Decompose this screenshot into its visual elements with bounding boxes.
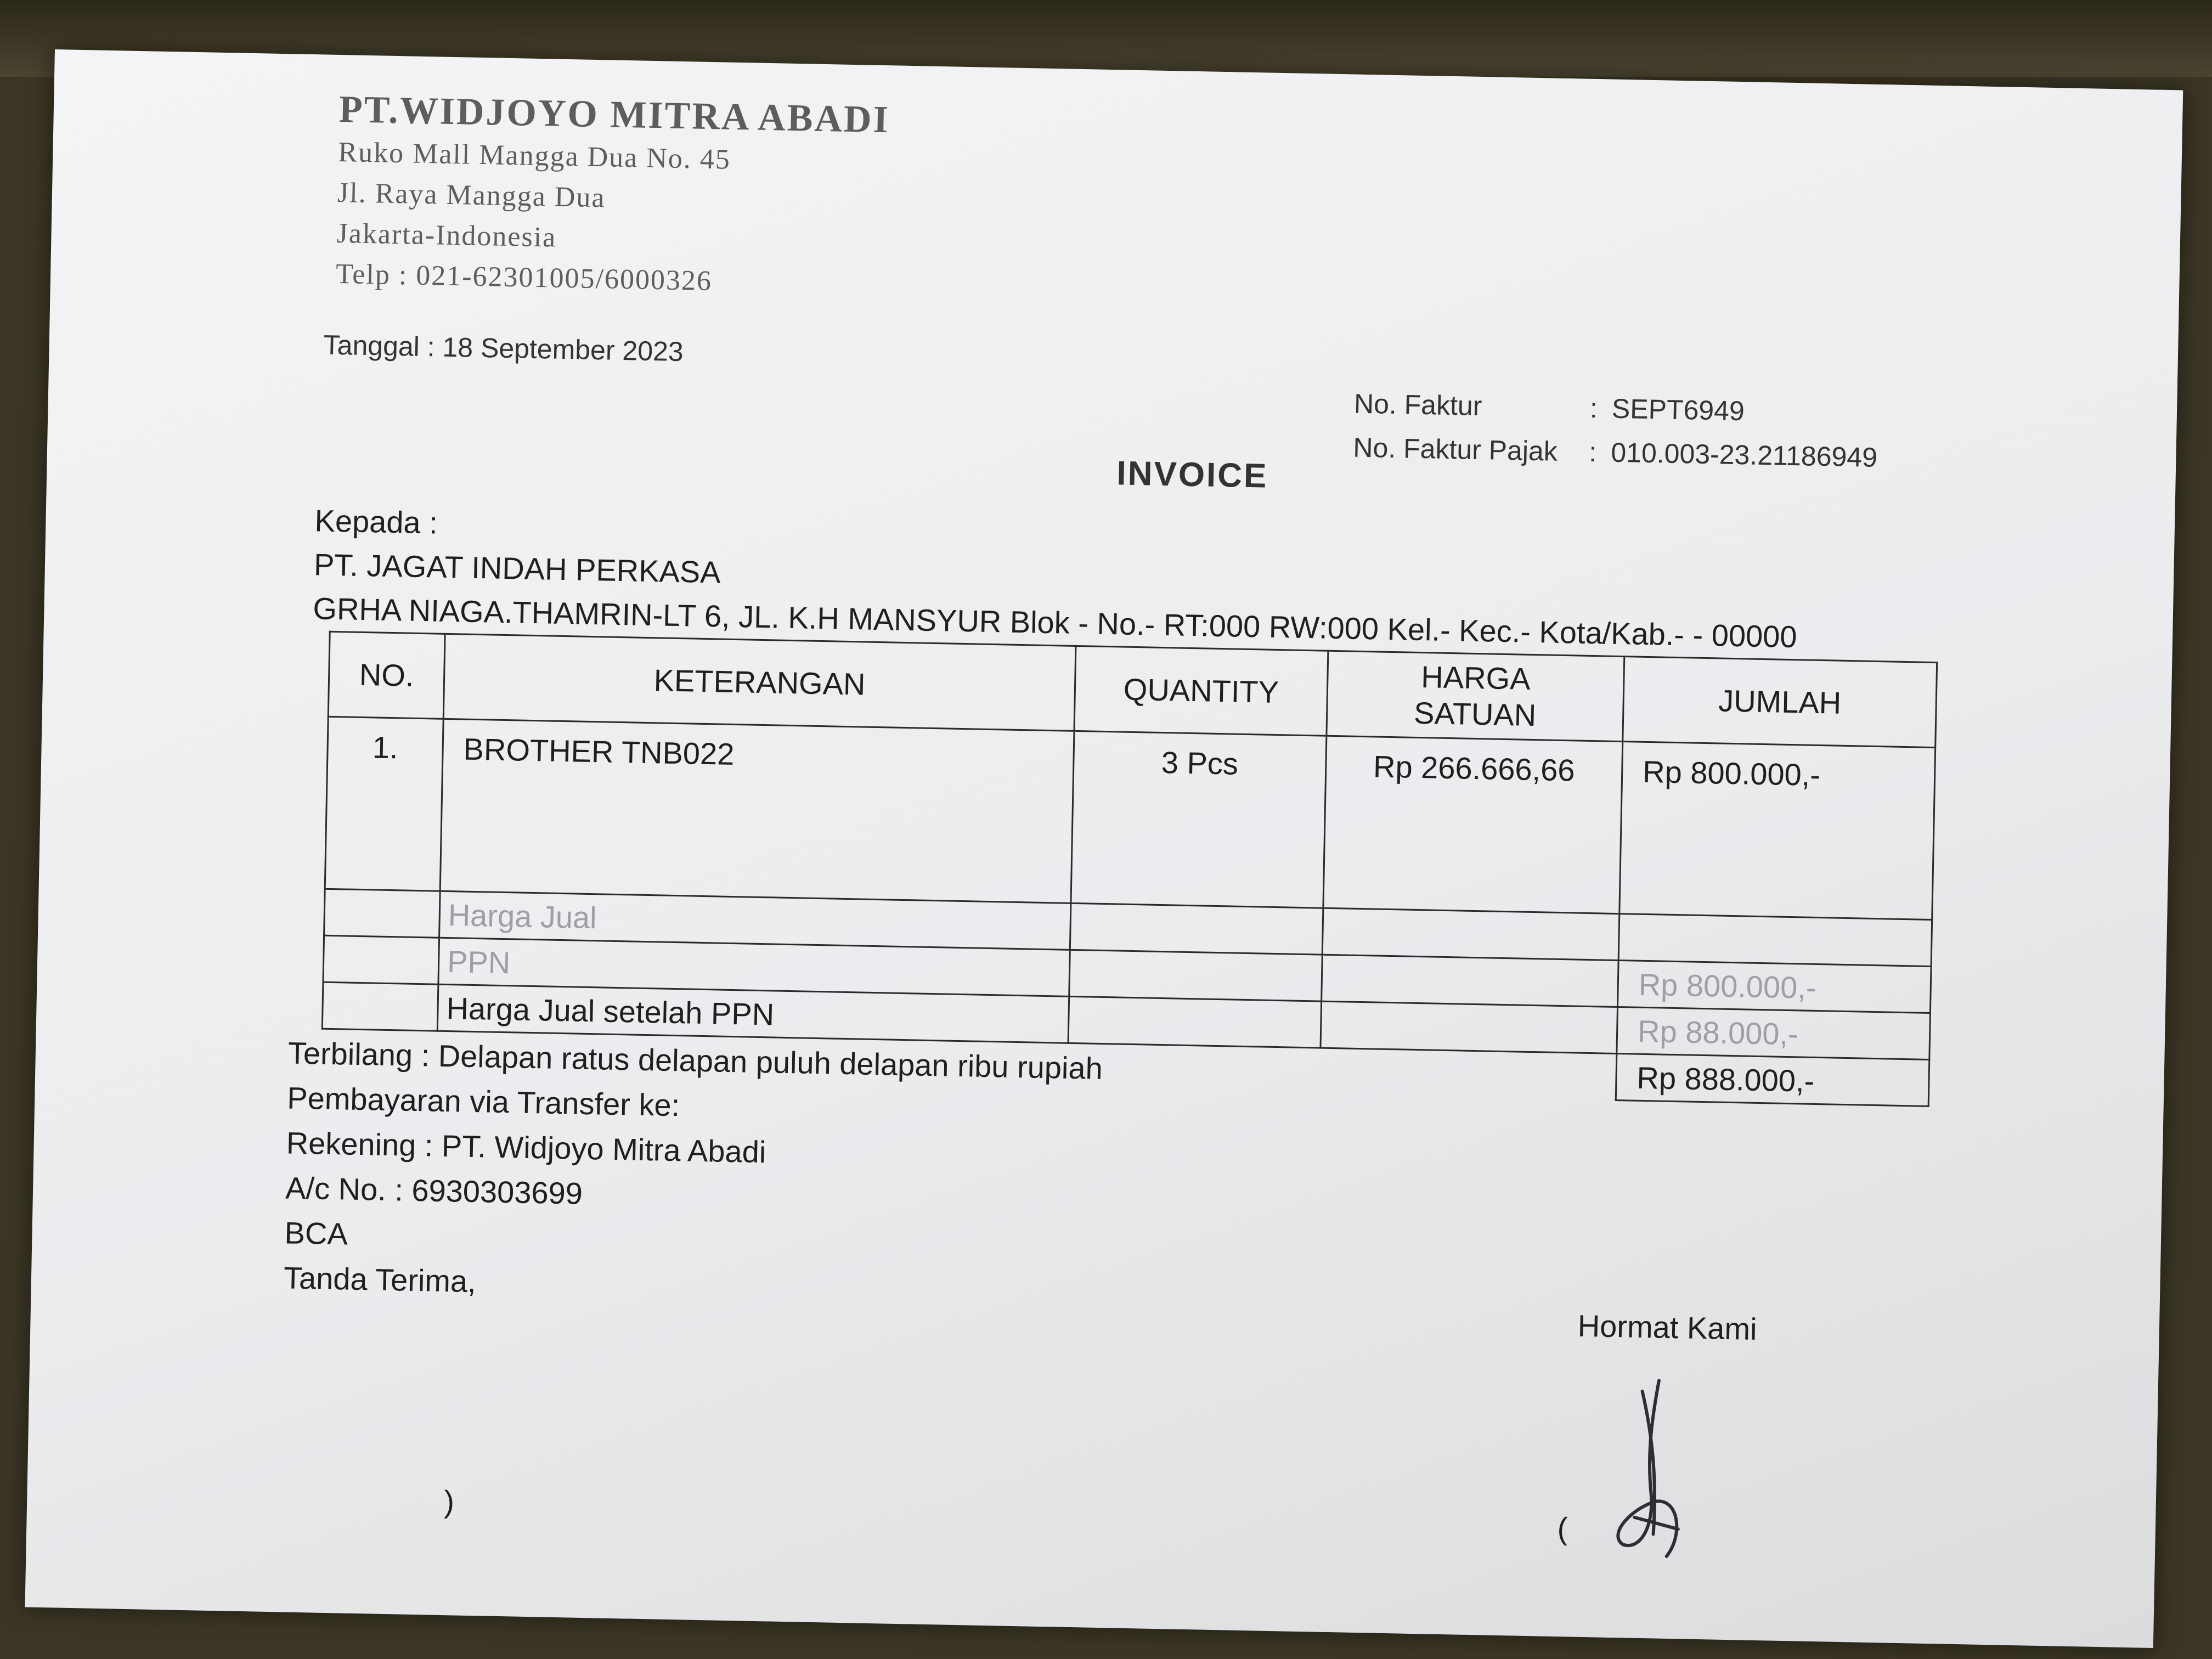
faktur-pajak-label: No. Faktur Pajak [1352, 432, 1558, 467]
company-letterhead [336, 88, 890, 304]
receipt-label: Tanda Terima, [283, 1260, 477, 1299]
company-address-line: Jakarta-Indonesia [336, 217, 557, 253]
summary-label: Harga Jual [439, 891, 1071, 950]
payment-bank: BCA [284, 1215, 348, 1251]
summary-empty-cell [322, 982, 438, 1031]
header-harga-line2: SATUAN [1413, 695, 1537, 733]
invoice-date [323, 329, 684, 368]
faktur-separator: : [1589, 392, 1598, 424]
header-harga-line1: HARGA [1420, 659, 1531, 696]
summary-label: PPN [438, 938, 1070, 996]
company-phone: Telp : 021-62301005/6000326 [335, 258, 713, 297]
signoff-open-paren: ( [1557, 1511, 1568, 1546]
faktur-no-label: No. Faktur [1353, 388, 1482, 422]
summary-value [1618, 914, 1932, 967]
summary-empty-cell [1067, 1043, 1321, 1094]
summary-empty-cell [1319, 1048, 1617, 1100]
faktur-pajak-value: 010.003-23.21186949 [1610, 437, 1878, 473]
header-harga-satuan [1327, 651, 1624, 741]
summary-label: Harga Jual setelah PPN [437, 984, 1069, 1043]
payment-rekening: Rekening : PT. Widjoyo Mitra Abadi [286, 1125, 766, 1170]
recipient-name: PT. JAGAT INDAH PERKASA [313, 547, 721, 590]
payment-block [283, 1031, 1103, 1316]
faktur-separator: : [1588, 436, 1597, 468]
summary-empty-cell [323, 935, 439, 984]
summary-empty-cell [324, 889, 441, 938]
signoff-label: Hormat Kami [1577, 1308, 1758, 1346]
item-jumlah: Rp 800.000,- [1620, 742, 1936, 920]
header-keterangan: KETERANGAN [443, 634, 1076, 731]
header-jumlah: JUMLAH [1623, 657, 1937, 748]
company-address-line: Jl. Raya Mangga Dua [337, 177, 606, 214]
faktur-no-value: SEPT6949 [1611, 393, 1745, 427]
summary-empty-cell [1069, 950, 1323, 1001]
payment-instruction: Pembayaran via Transfer ke: [286, 1080, 680, 1123]
header-no: NO. [328, 631, 445, 719]
date-label: Tanggal : [323, 329, 436, 363]
terbilang-label: Terbilang : [287, 1035, 430, 1073]
recipient-address: GRHA NIAGA.THAMRIN-LT 6, JL. K.H MANSYUR Blok - No.- RT:000 RW:000 Kel.- Kec.- Kota/Kab.- - 00000 [312, 591, 1798, 654]
receipt-close-paren: ) [443, 1484, 455, 1519]
item-keterangan: BROTHER TNB022 [440, 719, 1074, 903]
date-value: 18 September 2023 [442, 331, 684, 368]
summary-value: Rp 800.000,- [1618, 961, 1932, 1013]
summary-empty-cell [1321, 1001, 1618, 1053]
summary-total-value: Rp 888.000,- [1616, 1053, 1929, 1106]
summary-empty-cell [1322, 908, 1620, 960]
summary-empty-cell [1068, 996, 1322, 1048]
invoice-paper [25, 49, 2183, 1648]
summary-empty-cell [1322, 955, 1619, 1007]
item-quantity: 3 Pcs [1071, 731, 1327, 908]
document-title: INVOICE [1116, 454, 1269, 495]
faktur-block [1353, 382, 1879, 479]
item-harga-satuan: Rp 266.666,66 [1323, 736, 1623, 913]
signature-icon [1573, 1368, 1719, 1579]
header-quantity: QUANTITY [1074, 646, 1328, 736]
summary-value: Rp 88.000,- [1617, 1007, 1931, 1060]
company-address-line: Ruko Mall Mangga Dua No. 45 [337, 136, 731, 176]
recipient-label: Kepada : [314, 503, 438, 540]
payment-account-number: A/c No. : 6930303699 [285, 1170, 583, 1211]
summary-empty-cell [1070, 903, 1323, 955]
faktur-pajak-row [1353, 426, 1878, 479]
item-no: 1. [325, 716, 443, 891]
company-name: PT.WIDJOYO MITRA ABADI [338, 88, 890, 142]
table-row [325, 716, 1935, 919]
terbilang-value: Delapan ratus delapan puluh delapan ribu rupiah [438, 1038, 1103, 1086]
